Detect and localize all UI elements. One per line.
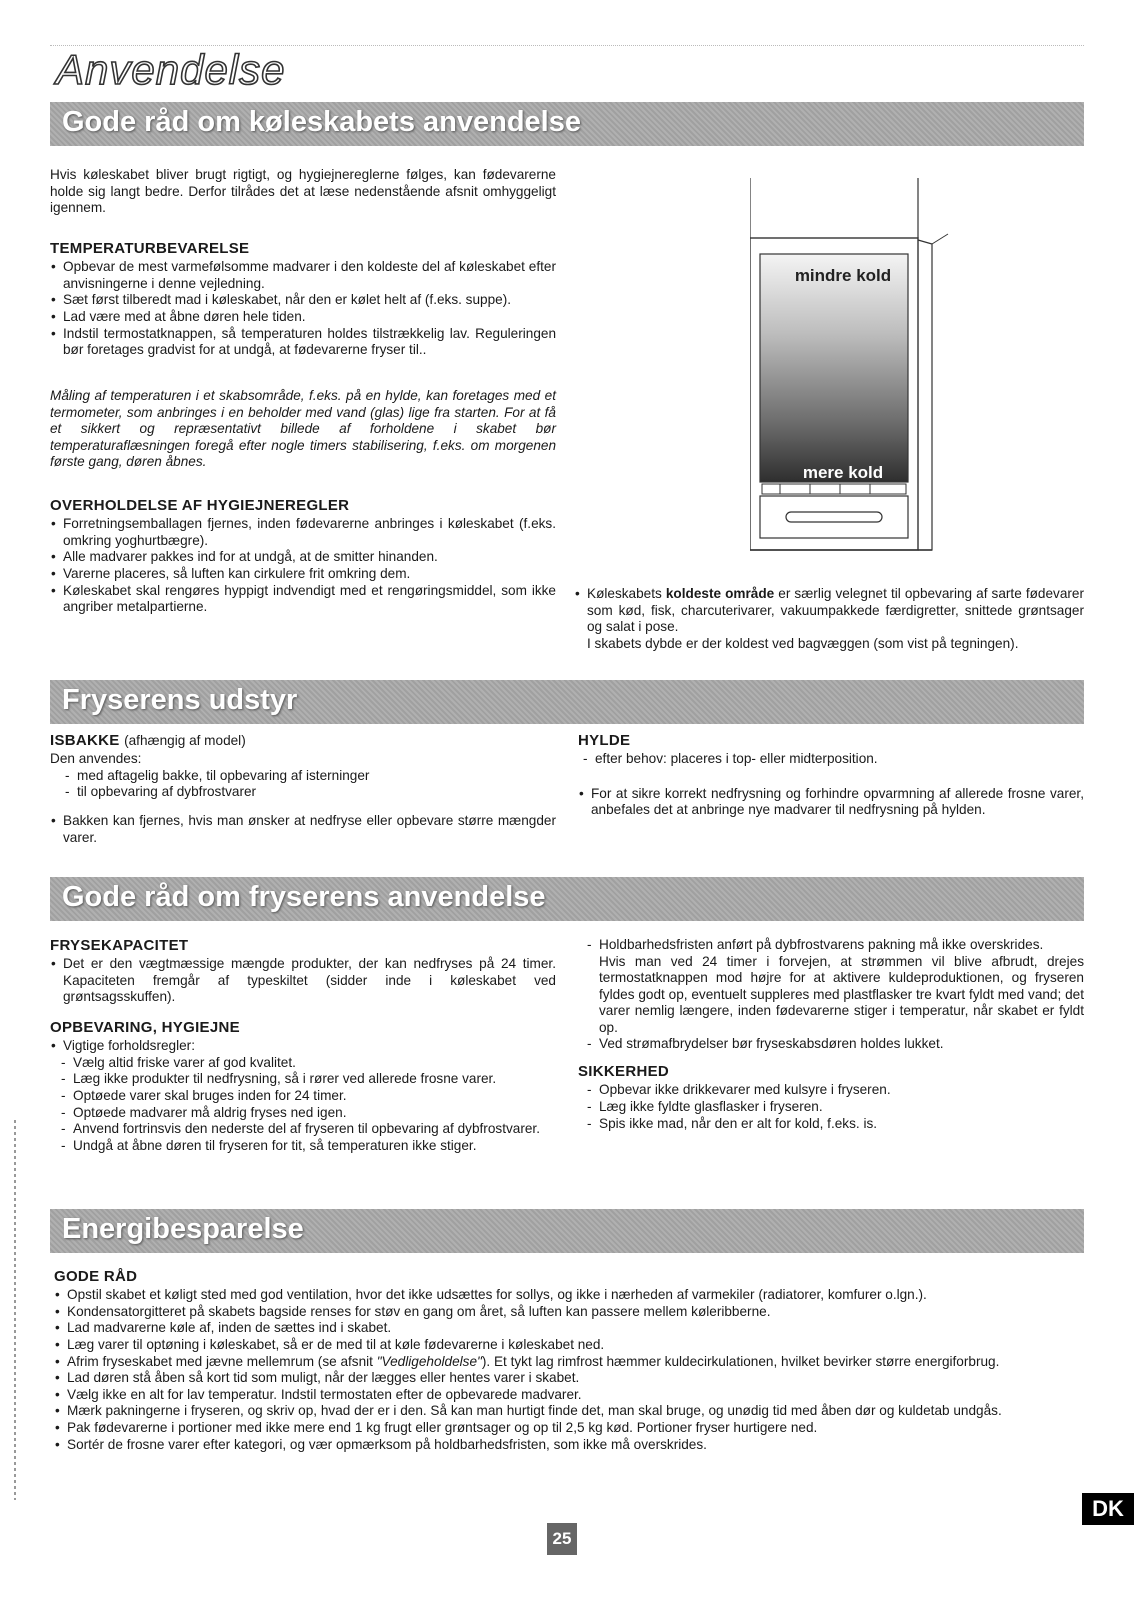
freezer-right-column xyxy=(578,937,1084,1132)
ice-tray-section xyxy=(50,732,556,846)
hygiene-section xyxy=(50,497,556,616)
list-item: • Lad madvarerne køle af, inden de sættes ind i skabet. xyxy=(54,1320,1084,1337)
list-item: • Vigtige forholdsregler: xyxy=(50,1038,556,1055)
list-item: • Mærk pakningerne i fryseren, og skriv op, hvad der er i den. Så kan man hurtigt finde det, man skal bruge, og unødig tid med åben dør og kuldetab undgås. xyxy=(54,1403,1084,1420)
list-item: • Sæt først tilberedt mad i køleskabet, når den er kølet helt af (f.eks. suppe). xyxy=(50,292,556,309)
list-item: - Læg ikke fyldte glasflasker i fryseren. xyxy=(586,1099,1084,1116)
power-outage-advice: Hvis man ved 24 timer i forvejen, at strømmen vil blive afbrudt, drejes termostatknappen mod højre for at aktivere kuldeproduktionen, og fryseren fyldes godt op, eventuelt suppleres med plastflasker tre kvart fyldt med vand; det varer nemlig længere, inden fødevarerne stiger i temperatur, når skabet er fyldt op. xyxy=(599,953,1084,1035)
coldest-zone-text xyxy=(574,586,1084,652)
list-item: - Anvend fortrinsvis den nederste del af fryseren til opbevaring af dybfrostvarer. xyxy=(60,1121,556,1138)
list-item: • Opstil skabet et køligt sted med god ventilation, hvor det ikke udsættes for sollys, og ikke i nærheden af varmekiler (radiatorer, komfurer o.lgn.). xyxy=(54,1287,1084,1304)
storage-hygiene-section xyxy=(50,1019,556,1154)
page-number: 25 xyxy=(547,1523,577,1555)
storage-hygiene-heading: OPBEVARING, HYGIEJNE xyxy=(50,1019,240,1036)
list-item: - efter behov: placeres i top- eller midterposition. xyxy=(582,751,1084,768)
list-item: • Alle madvarer pakkes ind for at undgå, at de smitter hinanden. xyxy=(50,549,556,566)
section-banner-energy-saving xyxy=(50,1209,1084,1253)
coldest-zone-emphasis: koldeste område xyxy=(665,586,775,601)
section-banner-fridge-tips xyxy=(50,102,1084,146)
fridge-cold-zone-illustration xyxy=(750,178,950,570)
section-banner-freezer-tips xyxy=(50,877,1084,921)
ice-tray-subheading: (afhængig af model) xyxy=(124,733,246,748)
list-item: - Spis ikke mad, når den er alt for kold, f.eks. is. xyxy=(586,1116,1084,1133)
hygiene-heading: OVERHOLDELSE AF HYGIEJNEREGLER xyxy=(50,497,350,514)
binding-edge-mark xyxy=(14,1120,16,1500)
coldest-zone-note: I skabets dybde er der koldest ved bagvæggen (som vist på tegningen). xyxy=(587,635,1019,651)
fridge-intro: Hvis køleskabet bliver brugt rigtigt, og hygiejnereglerne følges, kan fødevarerne holde sig langt bedre. Derfor tilrådes det at læse nedenstående afsnit omhyggeligt igennem. xyxy=(50,167,556,216)
section-banner-title: Gode råd om fryserens anvendelse xyxy=(62,881,546,913)
maintenance-reference: "Vedligeholdelse" xyxy=(376,1353,482,1369)
list-item: • Lad være med at åbne døren hele tiden. xyxy=(50,309,556,326)
list-item: - med aftagelig bakke, til opbevaring af isterninger xyxy=(64,768,556,785)
shelf-heading: HYLDE xyxy=(578,732,631,749)
list-item: • Varerne placeres, så luften kan cirkulere frit omkring dem. xyxy=(50,566,556,583)
shelf-section xyxy=(578,732,1084,819)
section-banner-title: Fryserens udstyr xyxy=(62,684,298,716)
list-item: • Kondensatorgitteret på skabets bagside renses for støv en gang om året, så luften kan passere mellem køleribberne. xyxy=(54,1304,1084,1321)
list-item: • Indstil termostatknappen, så temperaturen holdes tilstrækkelig lav. Reguleringen bør foretages gradvist for at undgå, at fødevarerne fryser til.. xyxy=(50,326,556,359)
list-item: - Opbevar ikke drikkevarer med kulsyre i fryseren. xyxy=(586,1082,1084,1099)
temperature-heading: TEMPERATURBEVARELSE xyxy=(50,240,250,257)
less-cold-label: mindre kold xyxy=(794,266,892,285)
list-item: - Optøede madvarer må aldrig fryses ned igen. xyxy=(60,1105,556,1122)
list-item: - Optøede varer skal bruges inden for 24 timer. xyxy=(60,1088,556,1105)
list-item: • Læg varer til optøning i køleskabet, så er de med til at køle fødevarerne i køleskabet ned. xyxy=(54,1337,1084,1354)
list-item: - Undgå at åbne døren til fryseren for tit, så temperaturen ikke stiger. xyxy=(60,1138,556,1155)
energy-tips-heading: GODE RÅD xyxy=(54,1268,138,1285)
list-item: • Sortér de frosne varer efter kategori, og vær opmærksom på holdbarhedsfristen, som ikke må overskrides. xyxy=(54,1437,1084,1454)
ice-tray-lead: Den anvendes: xyxy=(50,751,142,767)
list-item: • Vælg ikke en alt for lav temperatur. Indstil termostaten efter de opbevarede madvarer. xyxy=(54,1387,1084,1404)
list-item: • Køleskabet skal rengøres hyppigt indvendigt med et rengøringsmiddel, som ikke angriber metalpartierne. xyxy=(50,583,556,616)
list-item: • Det er den vægtmæssige mængde produkter, der kan nedfryses på 24 timer. Kapaciteten fremgår af typeskiltet (sidder inde i køleskabet ved grøntsagsskuffen). xyxy=(50,956,556,1006)
list-item: • For at sikre korrekt nedfrysning og forhindre opvarmning af allerede frosne varer, anbefales det at anbringe nye madvarer til nedfrysning på hylden. xyxy=(578,786,1084,819)
list-item: • Afrim fryseskabet med jævne mellemrum (se afsnit "Vedligeholdelse"). Et tykt lag rimfrost hæmmer kuldecirkulationen, hvilket bevirker større energiforbrug. xyxy=(54,1354,1084,1371)
list-item: • Køleskabets koldeste område er særlig velegnet til opbevaring af sarte fødevarer som kød, fisk, charcuterivarer, vakuumpakkede færdigretter, snittede grøntsager og salat i pose. I skabets dybde er der koldest ved bagvæggen (som vist på tegningen). xyxy=(574,586,1084,652)
language-tab: DK xyxy=(1082,1493,1134,1525)
colder-label: mere kold xyxy=(802,463,884,482)
list-item: • Lad døren stå åben så kort tid som muligt, når der lægges eller hentes varer i skabet. xyxy=(54,1370,1084,1387)
temperature-note: Måling af temperaturen i et skabsområde, f.eks. på en hylde, kan foretages med et termometer, som anbringes i en beholder med vand (glas) lige fra starten. For at få et sikkert og repræsentativt billede af forholdene i skabet bør temperaturaflæsningen foregå efter nogle timers stabilisering, f.eks. om morgenen første gang, døren åbnes. xyxy=(50,388,556,470)
freeze-capacity-heading: FRYSEKAPACITET xyxy=(50,937,189,954)
list-item: - til opbevaring af dybfrostvarer xyxy=(64,784,556,801)
safety-heading: SIKKERHED xyxy=(578,1063,670,1081)
freeze-capacity-section xyxy=(50,937,556,1006)
list-item: - Ved strømafbrydelser bør fryseskabsdøren holdes lukket. xyxy=(586,1036,1084,1053)
section-banner-freezer-equipment xyxy=(50,680,1084,724)
temperature-section xyxy=(50,240,556,359)
list-item: • Bakken kan fjernes, hvis man ønsker at nedfryse eller opbevare større mængder varer. xyxy=(50,813,556,846)
section-banner-title: Energibesparelse xyxy=(62,1213,304,1245)
list-item: - Holdbarhedsfristen anført på dybfrostvarens pakning må ikke overskrides. Hvis man ved 24 timer i forvejen, at strømmen vil blive afbrudt, drejes termostatknappen mod højre for at aktivere kuldeproduktionen, og fryseren fyldes godt op, eventuelt suppleres med plastflasker tre kvart fyldt med vand; det varer nemlig længere, inden fødevarerne stiger i temperatur, når skabet er fyldt op. xyxy=(586,937,1084,1036)
list-item: - Læg ikke produkter til nedfrysning, så i rører ved allerede frosne varer. xyxy=(60,1071,556,1088)
list-item: • Forretningsemballagen fjernes, inden fødevarerne anbringes i køleskabet (f.eks. omkring yoghurtbægre). xyxy=(50,516,556,549)
energy-tips-section xyxy=(54,1268,1084,1453)
ice-tray-heading: ISBAKKE xyxy=(50,732,120,749)
section-banner-title: Gode råd om køleskabets anvendelse xyxy=(62,106,581,138)
list-item: - Vælg altid friske varer af god kvalitet. xyxy=(60,1055,556,1072)
list-item: • Pak fødevarerne i portioner med ikke mere end 1 kg frugt eller grøntsager og op til 2,5 kg kød. Portioner fryser hurtigere ned. xyxy=(54,1420,1084,1437)
page-title: Anvendelse xyxy=(56,46,286,93)
list-item: • Opbevar de mest varmefølsomme madvarer i den koldeste del af køleskabet efter anvisningerne i denne vejledning. xyxy=(50,259,556,292)
